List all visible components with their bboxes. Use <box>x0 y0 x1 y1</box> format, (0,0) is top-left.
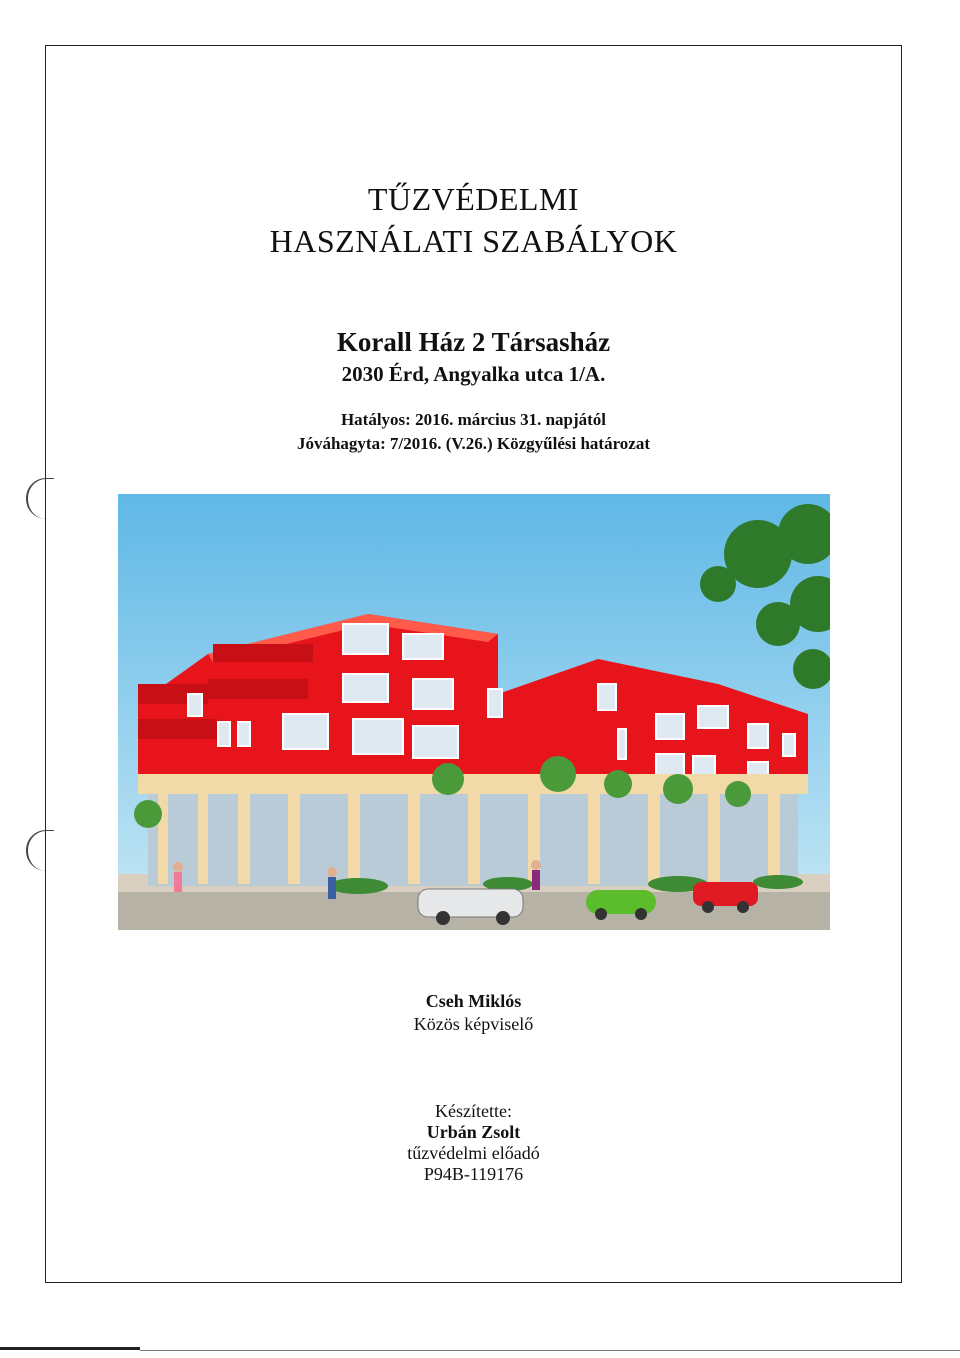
representative-name: Cseh Miklós <box>425 991 522 1011</box>
building-address: 2030 Érd, Angyalka utca 1/A. <box>341 362 606 386</box>
effective-date: Hatályos: 2016. március 31. napjától <box>340 410 607 429</box>
prepared-by-label: Készítette: <box>435 1101 512 1121</box>
punch-hole-mark <box>26 478 54 519</box>
building-illustration <box>118 494 830 930</box>
punch-hole-mark <box>26 830 54 871</box>
approval-resolution: Jóváhagyta: 7/2016. (V.26.) Közgyűlési határozat <box>296 434 651 453</box>
representative-role: Közös képviselő <box>413 1014 534 1034</box>
building-name: Korall Ház 2 Társasház <box>336 327 611 357</box>
document-title-line2: HASZNÁLATI SZABÁLYOK <box>269 223 678 259</box>
author-role: tűzvédelmi előadó <box>407 1143 540 1163</box>
scan-edge-line <box>140 1350 960 1351</box>
author-license-code: P94B-119176 <box>423 1164 524 1184</box>
author-name: Urbán Zsolt <box>426 1122 521 1142</box>
scan-edge-mark <box>0 1347 140 1350</box>
document-title-line1: TŰZVÉDELMI <box>367 181 580 217</box>
